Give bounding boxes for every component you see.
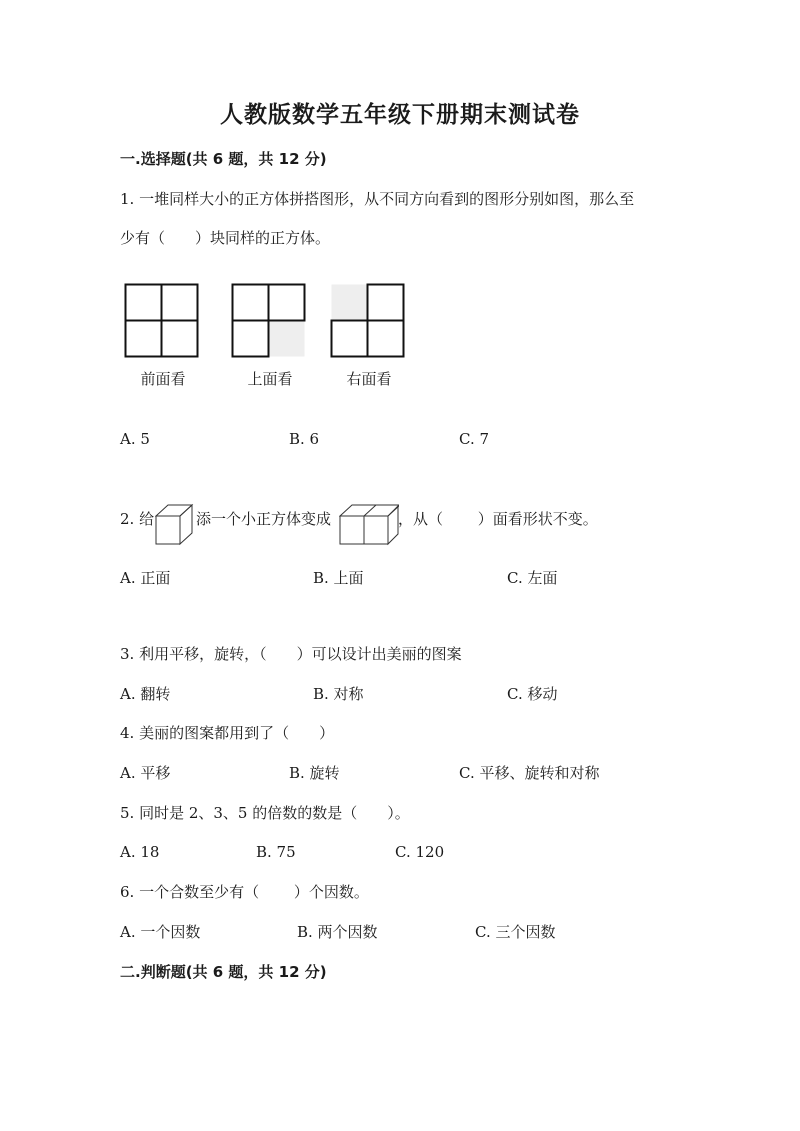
- question-2-part-3: ，从（ ）面看形状不变。: [398, 510, 598, 528]
- question-3-option-a: A. 翻转: [120, 685, 171, 703]
- section-heading-judgement: 二.判断题(共 6 题，共 12 分): [120, 963, 327, 981]
- two-cube-figure: [339, 502, 399, 546]
- question-5-option-a: A. 18: [120, 843, 160, 861]
- top-view-figure: [231, 283, 309, 361]
- question-2-part-2: 添一个小正方体变成: [196, 510, 332, 528]
- question-2-option-a: A. 正面: [120, 569, 171, 587]
- question-6-option-b: B. 两个因数: [297, 923, 378, 941]
- question-6-text: 6. 一个合数至少有（ ）个因数。: [120, 883, 369, 901]
- question-3-option-b: B. 对称: [313, 685, 364, 703]
- question-1-line-2: 少有（ ）块同样的正方体。: [120, 229, 331, 247]
- question-3-text: 3. 利用平移，旋转，（ ）可以设计出美丽的图案: [120, 645, 462, 663]
- question-1-option-b: B. 6: [289, 430, 320, 448]
- question-2-part-1: 2. 给: [120, 510, 155, 528]
- question-5-option-c: C. 120: [395, 843, 445, 861]
- question-4-option-a: A. 平移: [120, 764, 171, 782]
- question-6-option-c: C. 三个因数: [475, 923, 556, 941]
- top-view-label: 上面看: [247, 370, 293, 388]
- question-6-option-a: A. 一个因数: [120, 923, 201, 941]
- question-4-text: 4. 美丽的图案都用到了（ ）: [120, 724, 335, 742]
- question-5-text: 5. 同时是 2、3、5 的倍数的数是（ ）。: [120, 804, 410, 822]
- question-1-option-a: A. 5: [120, 430, 150, 448]
- single-cube-figure: [155, 502, 195, 546]
- front-view-label: 前面看: [140, 370, 186, 388]
- front-view-figure: [124, 283, 202, 361]
- question-5-option-b: B. 75: [256, 843, 296, 861]
- question-4-option-b: B. 旋转: [289, 764, 340, 782]
- question-2-option-c: C. 左面: [507, 569, 558, 587]
- question-1-option-c: C. 7: [459, 430, 490, 448]
- page-title: 人教版数学五年级下册期末测试卷: [220, 102, 580, 128]
- question-2-option-b: B. 上面: [313, 569, 364, 587]
- section-heading-choice: 一.选择题(共 6 题，共 12 分): [120, 150, 327, 168]
- right-view-label: 右面看: [346, 370, 392, 388]
- question-4-option-c: C. 平移、旋转和对称: [459, 764, 600, 782]
- question-1-line-1: 1. 一堆同样大小的正方体拼搭图形，从不同方向看到的图形分别如图，那么至: [120, 190, 635, 208]
- right-view-figure: [330, 283, 408, 361]
- question-3-option-c: C. 移动: [507, 685, 558, 703]
